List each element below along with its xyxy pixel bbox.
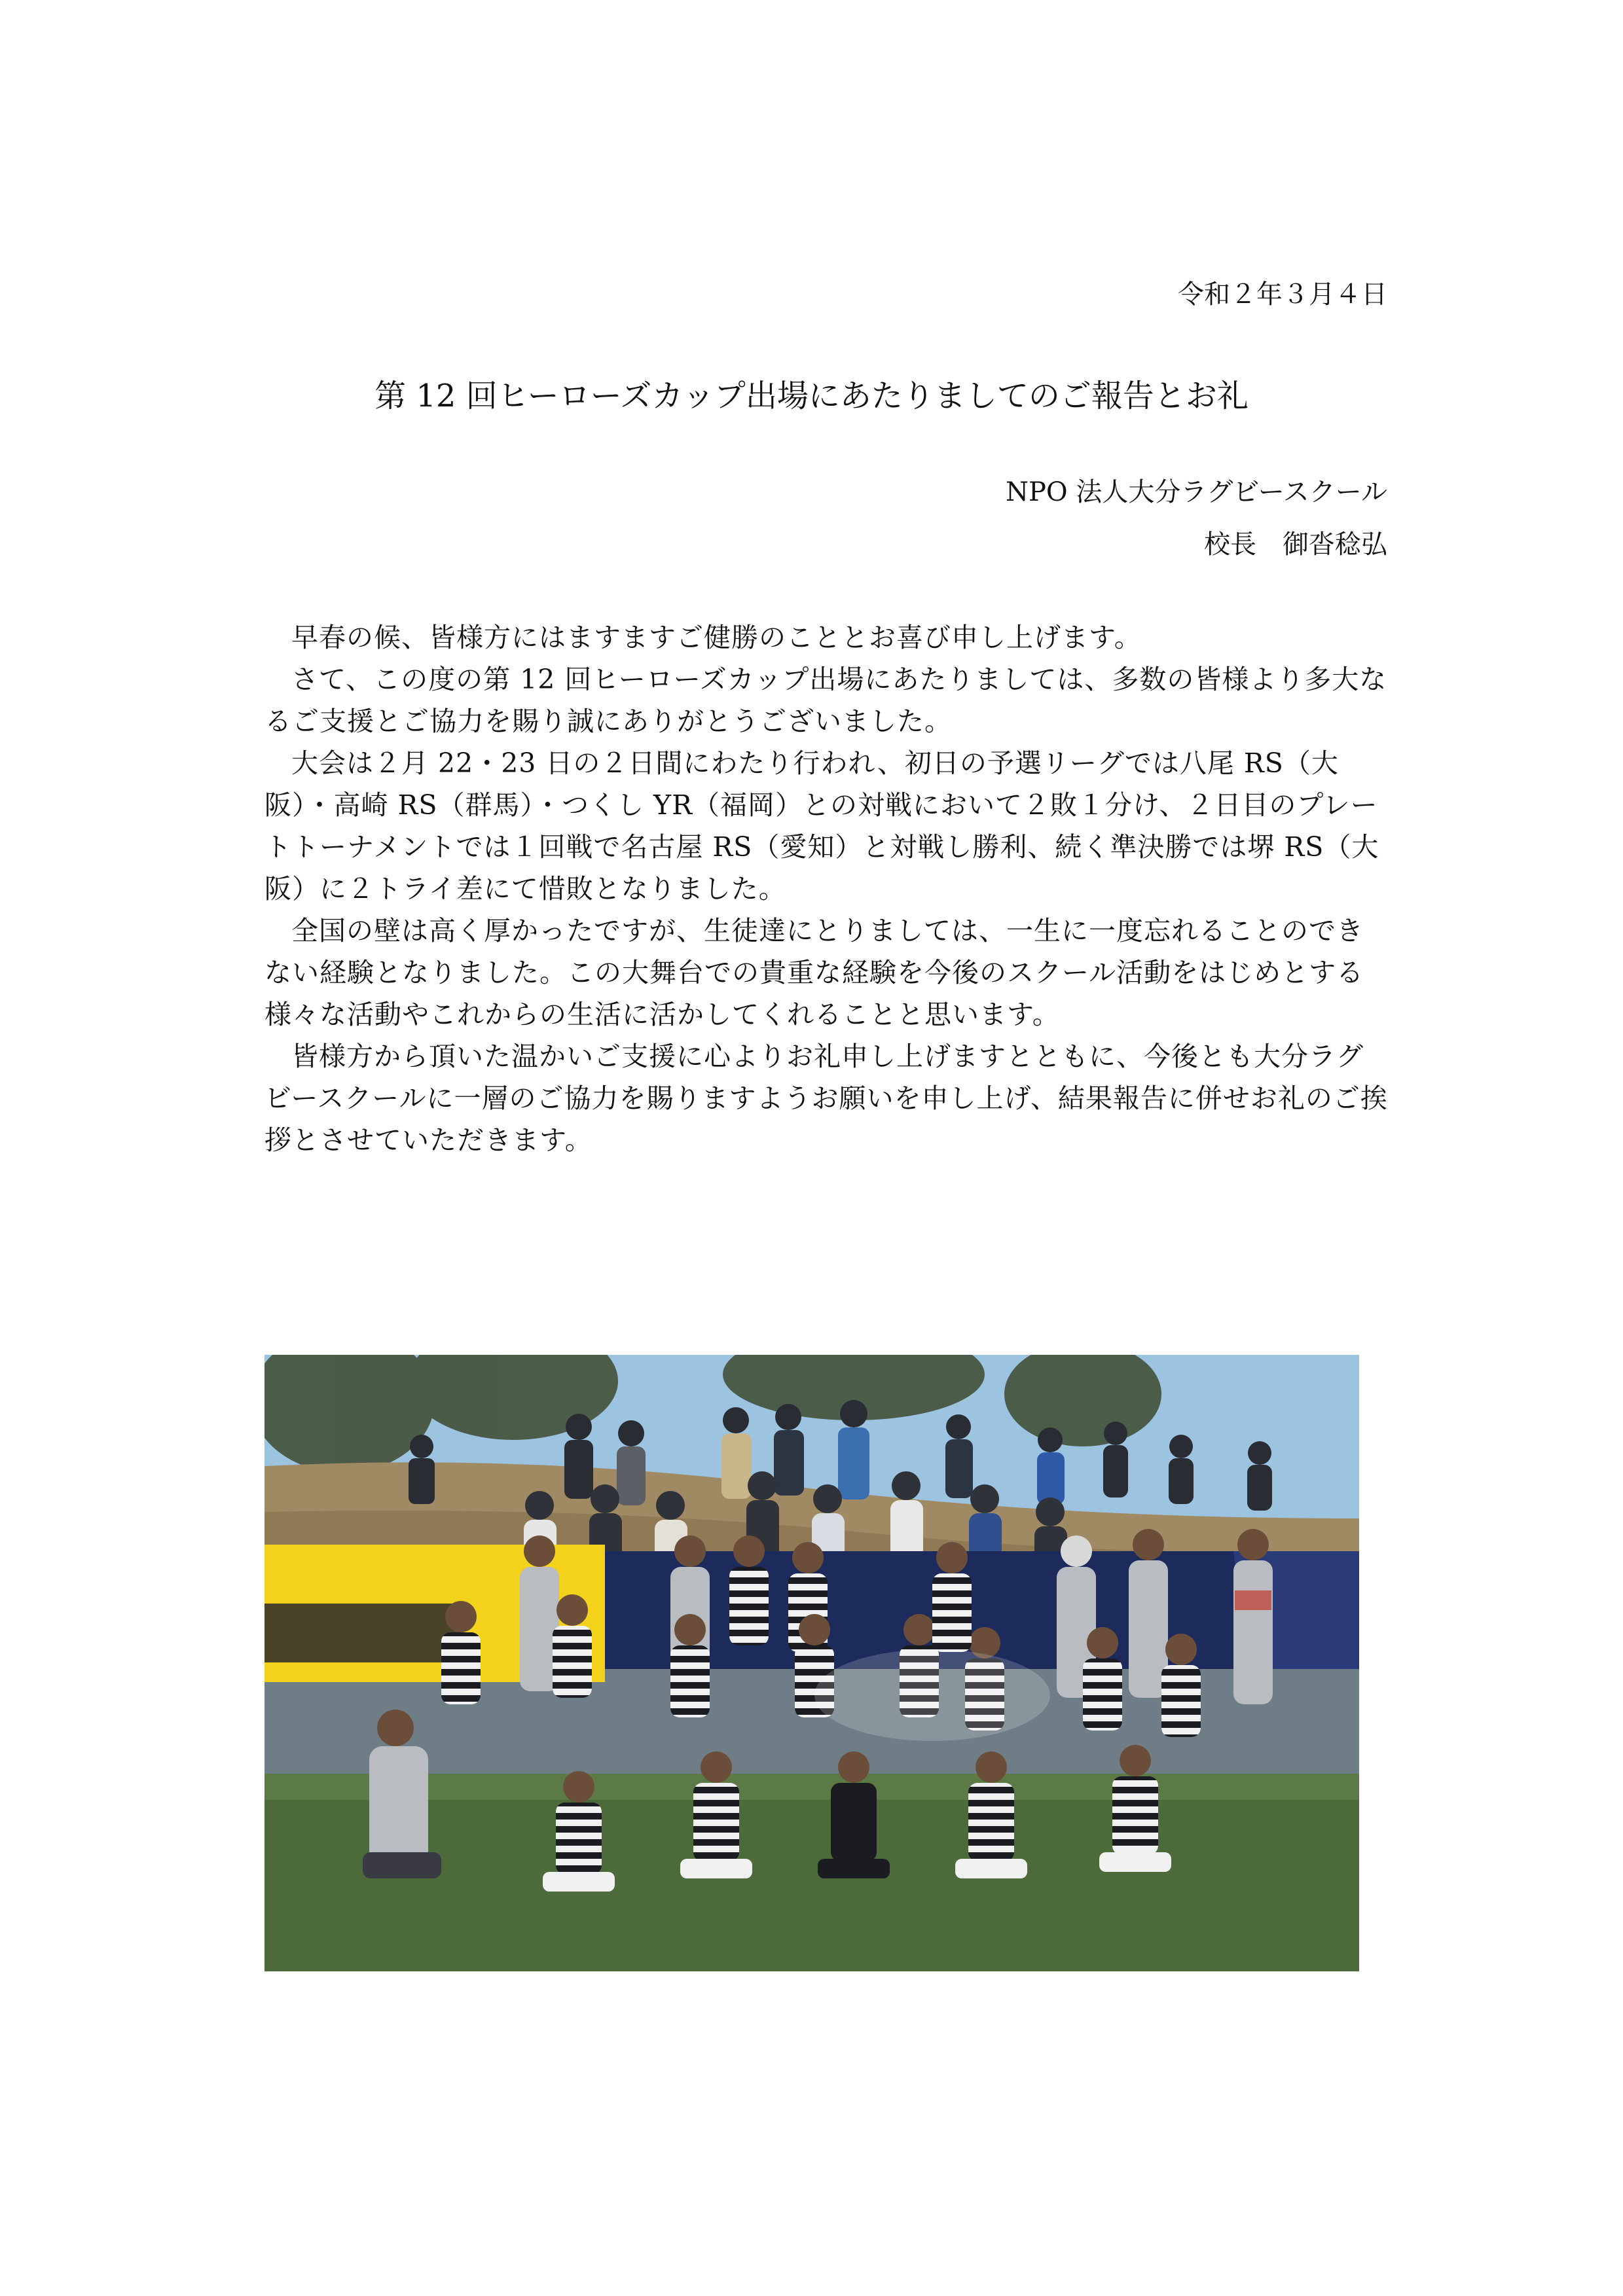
sender-block [1006, 466, 1387, 571]
sender-name: 校長 御沓稔弘 [1204, 529, 1387, 560]
team-group-photo [264, 1355, 1359, 1971]
photo-sun-flare [814, 1649, 1050, 1741]
body-paragraph: 皆様方から頂いた温かいご支援に心よりお礼申し上げますとともに、今後とも大分ラグビースクールに一層のご協力を賜りますようお願いを申し上げ、結果報告に併せお礼のご挨拶とさせていただきます。 [264, 1041, 1388, 1156]
body-paragraph: さて、この度の第 12 回ヒーローズカップ出場にあたりましては、多数の皆様より多大なるご支援とご協力を賜り誠にありがとうございました。 [264, 664, 1387, 737]
sender-organization: NPO 法人大分ラグビースクール [1005, 477, 1387, 507]
body-paragraph: 全国の壁は高く厚かったですが、生徒達にとりましては、一生に一度忘れることのできない経験となりました。この大舞台での貴重な経験を今後のスクール活動をはじめとする様々な活動やこれからの生活に活かしてくれることと思います。 [264, 915, 1364, 1030]
document-date: 令和２年３月４日 [1178, 279, 1387, 310]
body-paragraph: 大会は２月 22・23 日の２日間にわたり行われ、初日の予選リーグでは八尾 RS（大阪）・高崎 RS（群馬）・つくし YR（福岡）との対戦において２敗１分け、２日目のプレートトーナメントでは１回戦で名古屋 RS（愛知）と対戦し勝利、続く準決勝では堺 RS（大阪）に２トライ差にて惜敗となりました。 [264, 747, 1379, 905]
document-title: 第 12 回ヒーローズカップ出場にあたりましてのご報告とお礼 [374, 378, 1249, 414]
letter-body [264, 617, 1391, 1161]
body-paragraph: 早春の候、皆様方にはますますご健勝のこととお喜び申し上げます。 [291, 622, 1142, 653]
team-photo-illustration [264, 1355, 1359, 1971]
